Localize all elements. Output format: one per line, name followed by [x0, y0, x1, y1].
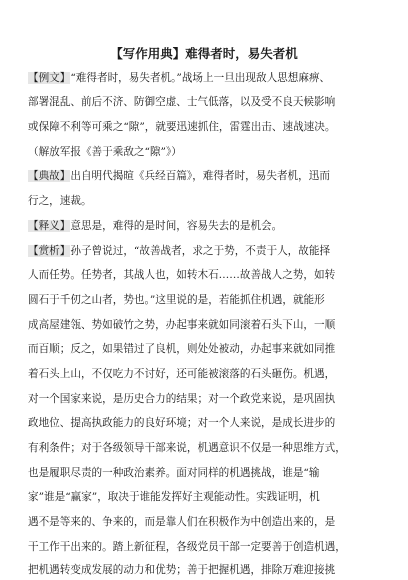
meaning-text: 意思是，难得的是时间，容易失去的是机会。 [70, 220, 283, 232]
analysis-line: 也是履职尽责的一种政治素养。面对同样的机遇挑战，谁是“输 [28, 467, 320, 479]
example-line: 或保障不利等可乘之“隙”，就要迅速抓住，雷霆出击、速战速决。 [28, 121, 336, 133]
analysis-line: 有利条件；对于各级领导干部来说，机遇意识不仅是一种思维方式， [28, 442, 346, 454]
analysis-line: 对一个国家来说，是历史合力的结果；对一个政党来说，是巩固执 [28, 393, 336, 405]
meaning-line [28, 217, 386, 236]
analysis-line: 着石头上山，不仅吃力不讨好，还可能被滚落的石头砸伤。机遇， [28, 368, 336, 380]
analysis-text: 孙子曾说过，“故善战者，求之于势，不责于人，故能择 [70, 245, 331, 257]
meaning-tag: 【释义】 [28, 220, 71, 232]
analysis-tag: 【赏析】 [28, 245, 71, 257]
analysis-line: 遇不是等来的、争来的，而是靠人们在积极作为中创造出来的，是 [28, 516, 336, 528]
analysis-line: 家”谁是“赢家”，取决于谁能发挥好主观能动性。实践证明，机 [28, 491, 320, 503]
analysis-line [28, 242, 386, 261]
example-line [28, 69, 386, 88]
example-text: “难得者时，易失者机。”战场上一旦出现敌人思想麻痹、 [70, 72, 331, 84]
source-line: 行之，速裁。 [28, 195, 92, 207]
analysis-line: 把机遇转变成发展的动力和优势；善于把握机遇，排除万难迎接挑 [28, 564, 336, 576]
source-line [28, 167, 386, 186]
analysis-line: 圆石于千仞之山者，势也。”这里说的是，若能抓住机遇，就能形 [28, 294, 325, 306]
analysis-line: 成高屋建瓴、势如破竹之势，办起事来就如同滚着石头下山，一顺 [28, 319, 336, 331]
analysis-line: 而百顺；反之，如果错过了良机，则处处被动，办起事来就如同推 [28, 343, 336, 355]
analysis-line: 人而任势。任势者，其战人也，如转木石……故善战人之势，如转 [28, 269, 336, 281]
example-citation: （解放军报《善于乘敌之“隙”》） [28, 146, 182, 158]
example-tag: 【例文】 [28, 72, 71, 84]
analysis-line: 政地位、提高执政能力的良好环境；对一个人来说，是成长进步的 [28, 417, 336, 429]
source-tag: 【典故】 [28, 170, 71, 182]
example-line: 部署混乱、前后不济、防御空虚、士气低落，以及受不良天候影响 [28, 96, 336, 108]
analysis-line: 干工作干出来的。踏上新征程，各级党员干部一定要善于创造机遇， [28, 541, 346, 553]
source-text: 出自明代揭暄《兵经百篇》，难得者时，易失者机，迅而 [70, 170, 330, 182]
document-title: 【写作用典】难得者时，易失者机 [110, 46, 298, 61]
